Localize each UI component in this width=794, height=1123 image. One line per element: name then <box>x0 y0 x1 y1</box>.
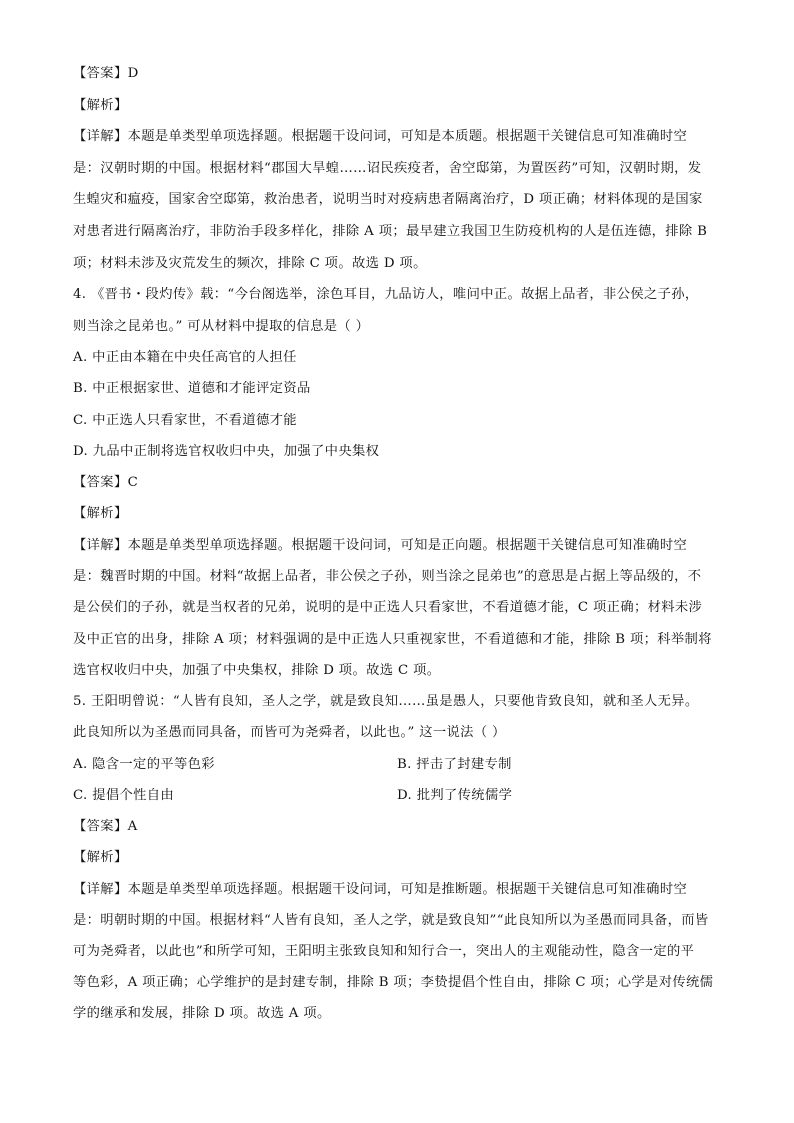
detail-line: 【详解】本题是单类型单项选择题。根据题干设问词，可知是推断题。根据题干关键信息可知准确时空 <box>73 882 688 897</box>
detail-line: 等色彩，A 项正确；心学维护的是封建专制，排除 B 项；李贽提倡个性自由，排除 C 项；心学是对传统儒 <box>73 975 714 990</box>
analysis-label: 【解析】 <box>73 850 128 865</box>
detail-line: 是公侯们的子孙，就是当权者的兄弟，说明的是中正选人只看家世，不看道德才能，C 项正确；材料未涉 <box>73 600 703 615</box>
detail-line: 项；材料未涉及灾荒发生的频次，排除 C 项。故选 D 项。 <box>73 256 427 271</box>
detail-line: 是：汉朝时期的中国。根据材料“郡国大旱蝗……诏民疾疫者，舍空邸第，为置医药”可知，汉朝时期，发 <box>73 161 702 176</box>
detail-line: 选官权收归中央，加强了中央集权，排除 D 项。故选 C 项。 <box>73 663 441 678</box>
option-b: B. 抨击了封建专制 <box>397 757 512 772</box>
option-d: D. 批判了传统儒学 <box>397 788 513 803</box>
question-stem: 5. 王阳明曾说：“人皆有良知，圣人之学，就是致良知……虽是愚人，只要他肯致良知，就和圣人无异。 <box>73 694 699 709</box>
detail-line: 【详解】本题是单类型单项选择题。根据题干设问词，可知是本质题。根据题干关键信息可知准确时空 <box>73 129 688 144</box>
question-stem: 此良知所以为圣愚而同具备，而皆可为尧舜者，以此也。” 这一说法（ ） <box>73 725 506 740</box>
analysis-label: 【解析】 <box>73 506 128 521</box>
detail-line: 学的继承和发展，排除 D 项。故选 A 项。 <box>73 1006 331 1021</box>
detail-line: 及中正官的出身，排除 A 项；材料强调的是中正选人只重视家世，不看道德和才能，排除 B 项；科举制将 <box>73 632 712 647</box>
option-c: C. 中正选人只看家世，不看道德才能 <box>73 413 297 428</box>
option-a: A. 隐含一定的平等色彩 <box>73 757 215 772</box>
question-stem: 则当涂之昆弟也。” 可从材料中提取的信息是（ ） <box>73 319 370 334</box>
detail-line: 对患者进行隔离治疗，非防治手段多样化，排除 A 项；最早建立我国卫生防疫机构的人是伍连德，排除 B <box>73 224 708 239</box>
detail-line: 是：魏晋时期的中国。材料“故据上品者，非公侯之子孙，则当涂之昆弟也”的意思是占据上等品级的，不 <box>73 569 702 584</box>
answer-label: 【答案】A <box>73 819 138 834</box>
answer-label: 【答案】C <box>73 475 139 490</box>
option-b: B. 中正根据家世、道德和才能评定资品 <box>73 381 311 396</box>
question-stem: 4. 《晋书・段灼传》载：“今台阁选举，涂色耳目，九品访人，唯问中正。故据上品者，非公侯之子孙， <box>73 287 699 302</box>
detail-line: 是：明朝时期的中国。根据材料“人皆有良知，圣人之学，就是致良知”“此良知所以为圣愚而同具备，而皆 <box>73 913 709 928</box>
analysis-label: 【解析】 <box>73 98 128 113</box>
option-c: C. 提倡个性自由 <box>73 788 175 803</box>
detail-line: 【详解】本题是单类型单项选择题。根据题干设问词，可知是正向题。根据题干关键信息可知准确时空 <box>73 538 688 553</box>
answer-label: 【答案】D <box>73 66 139 81</box>
option-a: A. 中正由本籍在中央任高官的人担任 <box>73 350 297 365</box>
detail-line: 生蝗灾和瘟疫，国家舍空邸第，救治患者，说明当时对疫病患者隔离治疗，D 项正确；材料体现的是国家 <box>73 192 703 207</box>
detail-line: 可为尧舜者，以此也”和所学可知，王阳明主张致良知和知行合一，突出人的主观能动性，隐含一定的平 <box>73 944 695 959</box>
option-d: D. 九品中正制将选官权收归中央，加强了中央集权 <box>73 444 380 459</box>
